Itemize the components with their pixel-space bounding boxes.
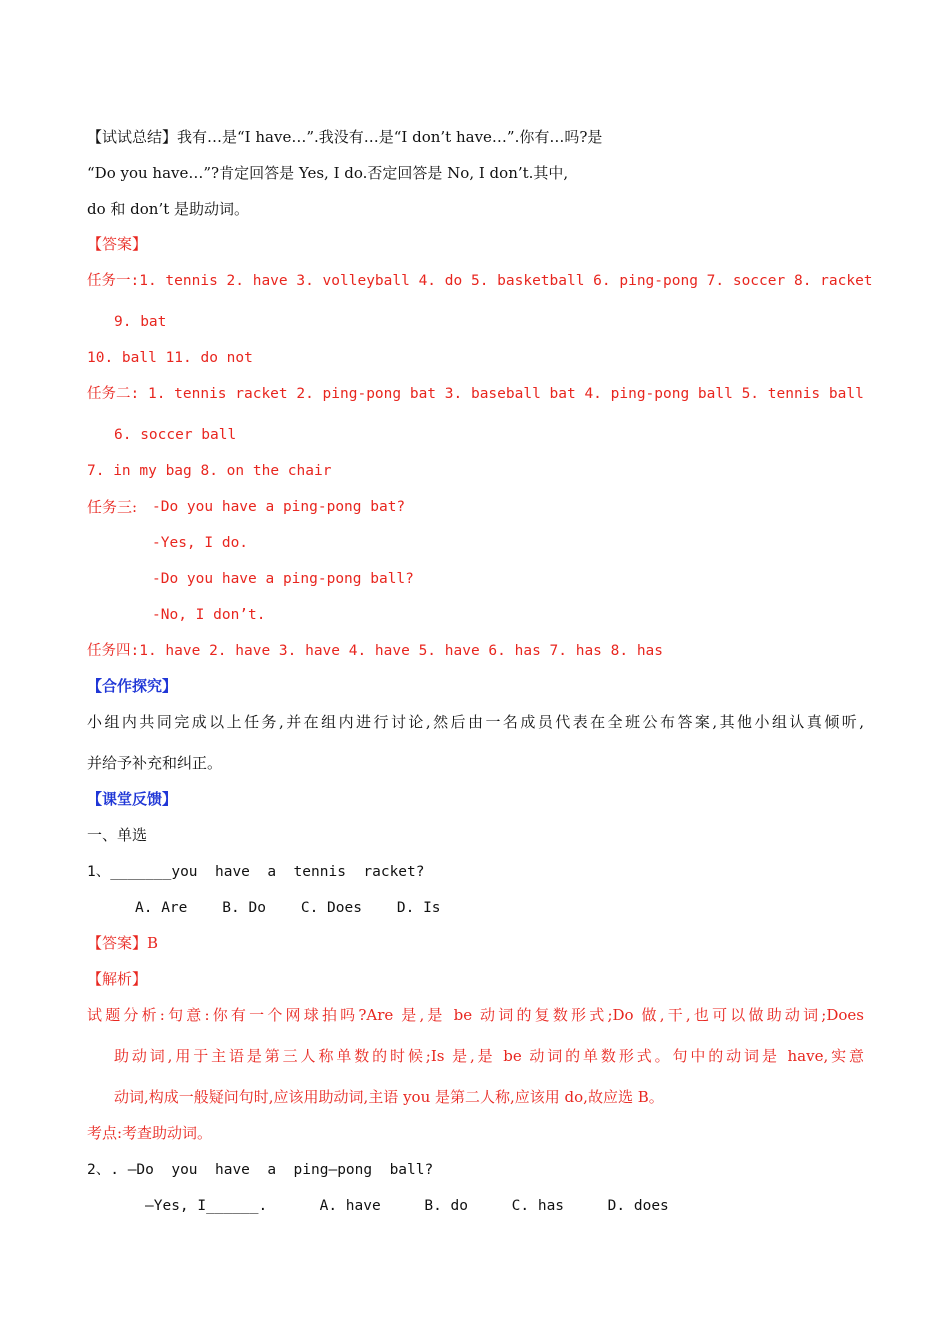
q1-analysis-line-1: 试题分析:句意:你有一个网球拍吗?Are 是,是 be 动词的复数形式;Do 做,干,也可以做助动词;Does (87, 1006, 864, 1024)
q2-stem: 2、. —Do you have a ping—pong ball? (87, 1162, 434, 1178)
summary-line-1: 【试试总结】我有…是“I have…”.我没有…是“I don’t have…”.你有…吗?是 (87, 128, 603, 146)
q1-analysis-heading: 【解析】 (87, 970, 148, 988)
task3-line-3: -Do you have a ping-pong ball? (152, 571, 414, 587)
task1-line-3: 10. ball 11. do not (87, 350, 253, 366)
task3-label: 任务三: (87, 498, 138, 516)
task1-line-2: 9. bat (114, 314, 167, 330)
task3-line-1: -Do you have a ping-pong bat? (152, 499, 406, 515)
q1-stem: 1、_______you have a tennis racket? (87, 864, 425, 880)
answer-heading: 【答案】 (87, 235, 148, 253)
task2-line-3: 7. in my bag 8. on the chair (87, 463, 332, 479)
q1-analysis-line-3: 动词,构成一般疑问句时,应该用助动词,主语 you 是第二人称,应该用 do,故应选 B。 (114, 1088, 664, 1106)
coop-heading: 【合作探究】 (87, 677, 178, 695)
task4-line-1: 任务四:1. have 2. have 3. have 4. have 5. have 6. has 7. has 8. has (87, 643, 664, 659)
task1-line-1: 任务一:1. tennis 2. have 3. volleyball 4. do 5. basketball 6. ping-pong 7. soccer 8. racket (87, 273, 873, 289)
task3-line-2: -Yes, I do. (152, 535, 249, 551)
summary-line-3: do 和 don’t 是助动词。 (87, 200, 250, 218)
q1-analysis-line-2: 助动词,用于主语是第三人称单数的时候;Is 是,是 be 动词的单数形式。句中的动词是 have,实意 (114, 1047, 864, 1065)
coop-line-1: 小组内共同完成以上任务,并在组内进行讨论,然后由一名成员代表在全班公布答案,其他小组认真倾听, (87, 713, 864, 731)
task2-line-2: 6. soccer ball (114, 427, 237, 443)
feedback-heading: 【课堂反馈】 (87, 790, 178, 808)
q1-options: A. Are B. Do C. Does D. Is (135, 900, 441, 916)
summary-line-2: “Do you have…”?肯定回答是 Yes, I do.否定回答是 No, I don’t.其中, (87, 164, 569, 182)
section-title: 一、单选 (87, 826, 148, 844)
task3-line-4: -No, I don’t. (152, 607, 266, 623)
coop-line-2: 并给予补充和纠正。 (87, 754, 223, 772)
q1-answer: 【答案】B (87, 934, 159, 952)
q2-reply: —Yes, I______. A. have B. do C. has D. does (145, 1198, 669, 1214)
task2-line-1: 任务二: 1. tennis racket 2. ping-pong bat 3. baseball bat 4. ping-pong ball 5. tennis ball (87, 386, 864, 402)
q1-point: 考点:考查助动词。 (87, 1124, 213, 1142)
